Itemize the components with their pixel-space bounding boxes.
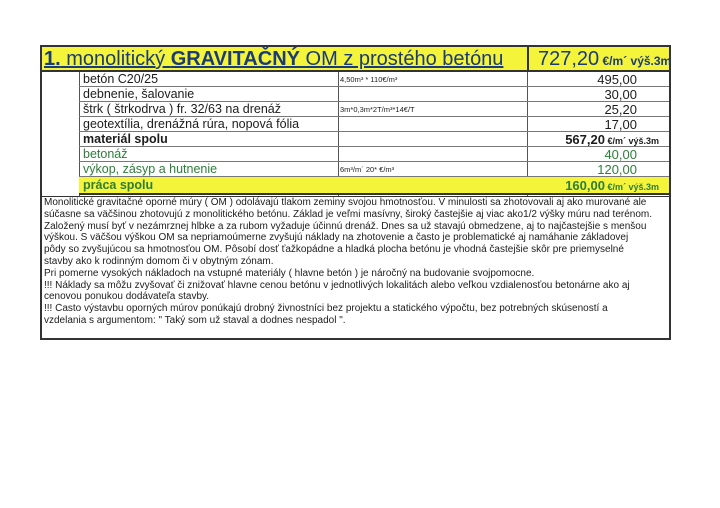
table-header bbox=[42, 47, 672, 72]
description-text: Monolitické gravitačné oporné múry ( OM ) odolávajú tlakom zeminy svojou hmotnosťou. V minulosti sa zhotovovali aj ako murované ale súčasne sa väčšinou zhotovujú z monolitického betónu. Základ je veľmi masívny, široký častejšie aj viac ako1/2 výšky múru nad terénom. Založený musí byť v nezámrznej hĺbke a za rubom vyžaduje účinnú drenáž. Dnes sa už stavajú obmedzene, aj to najčastejšie s menšou výškou. S väčšou výškou OM sa nepriamoúmerne zvyšujú náklady na zhotovenie a často je problematické aj namáhanie základovej pôdy so zvyšujúcou sa hmotnosťou OM. Pôsobí dosť ťažkopádne a hladká plocha betónu je vhodná častejšie skôr pre priemyselné stavby ako k rodinným domom či v obytným zónam. Pri pomerne vysokých nákladoch na vstupné materiály ( hlavne betón ) je náročný na budovanie svojpomocne. !!! Náklady sa môžu zvyšovať či znižovať hlavne cenou betónu v jednotlivých lokalitách alebo veľkou vzdialenosťou betonárne ako aj cenovou ponukou dodávateľa stavby. !!! Často výstavbu oporných múrov ponúkajú drobný živnostníci bez projektu a statického výpočtu, bez potrebných skúseností a vzdelania s argumentom: " Taký som už staval a dodnes nespadol ". bbox=[44, 197, 653, 326]
labor-total-row: práca spolu 160,00 €/m´ výš.3m bbox=[79, 177, 669, 195]
table-row: výkop, zásyp a hutnenie 6m³/m´ 20* €/m³ 120,00 bbox=[79, 162, 669, 177]
cost-table bbox=[40, 45, 671, 340]
section-title: 1. monolitický GRAVITAČNÝ OM z prostého betónu bbox=[44, 48, 504, 70]
table-row: štrk ( štrkodrva ) fr. 32/63 na drenáž 3m*0,3m*2T/m³*14€/T 25,20 bbox=[79, 102, 669, 117]
total-price: 727,20 €/m´ výš.3m bbox=[538, 48, 672, 70]
table-row: geotextília, drenážná rúra, nopová fólia 17,00 bbox=[79, 117, 669, 132]
table-row: debnenie, šalovanie 30,00 bbox=[79, 87, 669, 102]
table-row: betón C20/25 4,50m³ * 110€/m³ 495,00 bbox=[79, 72, 669, 87]
table-row: betonáž 40,00 bbox=[79, 147, 669, 162]
material-total-row: materiál spolu 567,20 €/m´ výš.3m bbox=[79, 132, 669, 147]
header-divider bbox=[527, 47, 529, 70]
cost-grid bbox=[79, 72, 669, 196]
